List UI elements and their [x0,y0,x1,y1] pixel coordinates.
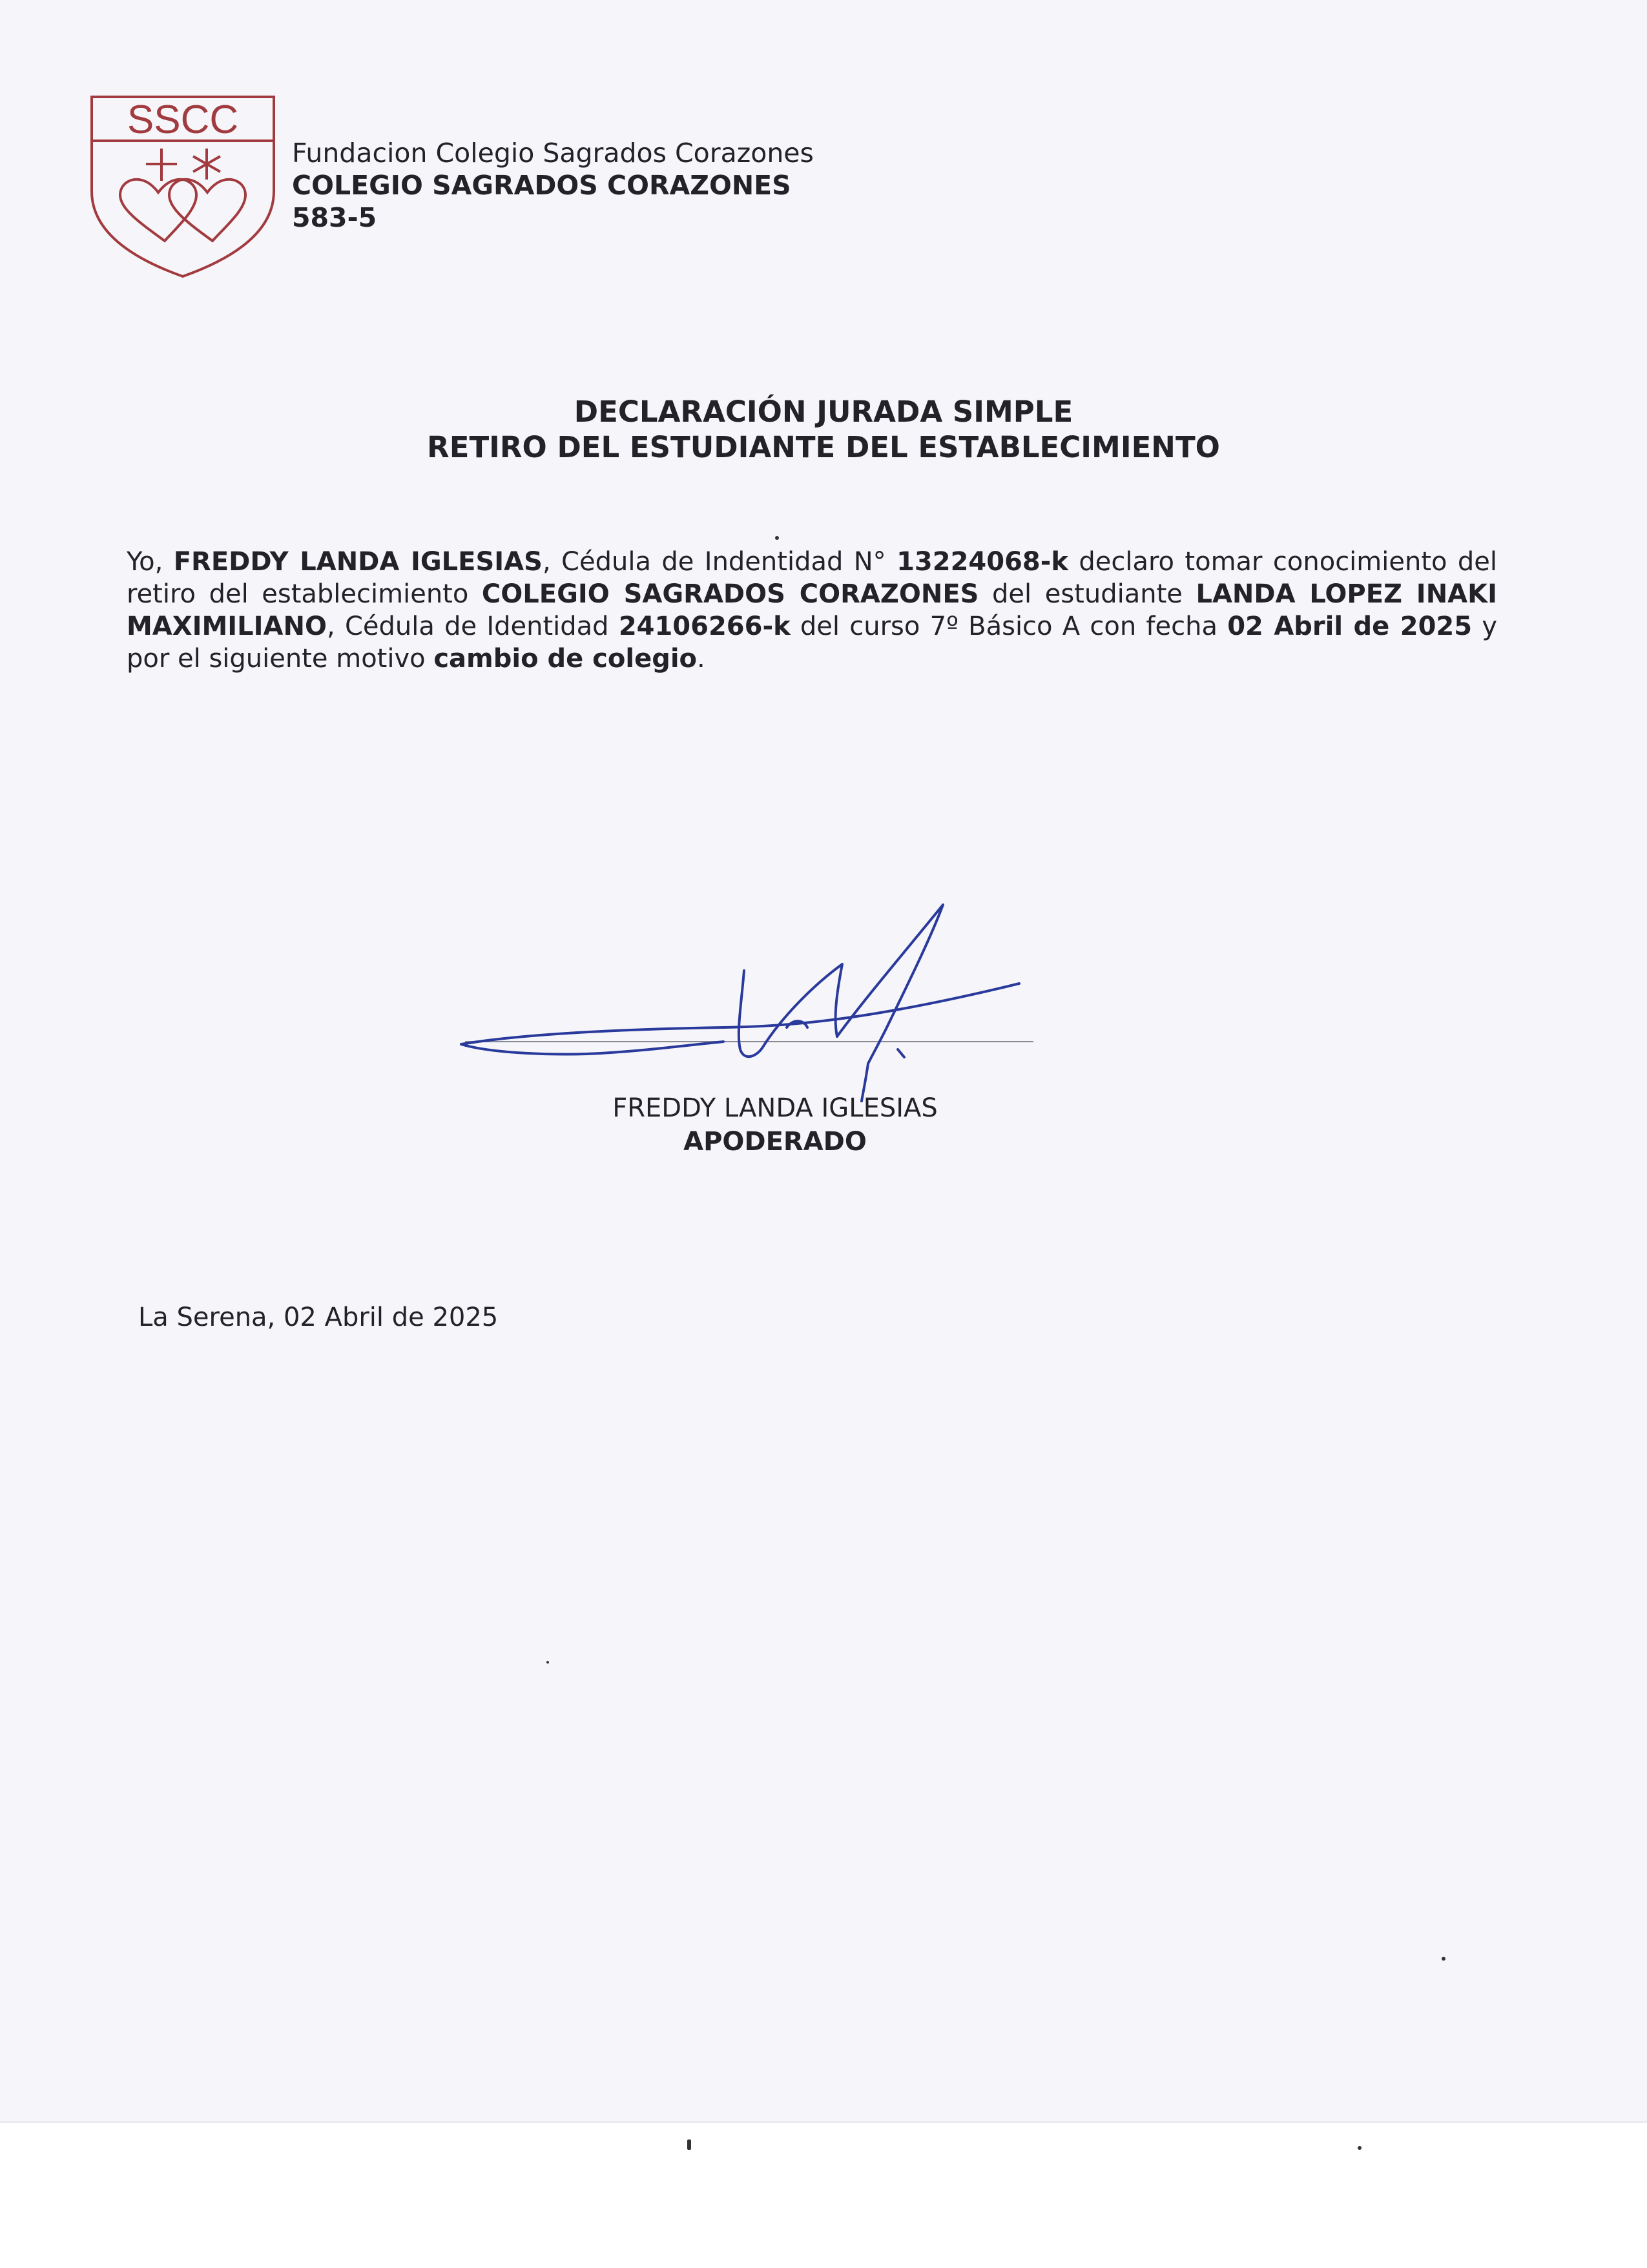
foundation-name: Fundacion Colegio Sagrados Corazones [292,138,814,169]
school-code: 583-5 [292,202,377,233]
title-line-2: RETIRO DEL ESTUDIANTE DEL ESTABLECIMIENTO [427,430,1220,464]
school-name: COLEGIO SAGRADOS CORAZONES [292,170,791,201]
school-crest-logo [89,94,276,279]
school-name-inline: COLEGIO SAGRADOS CORAZONES [481,579,979,609]
student-id: 24106266-k [618,612,791,641]
declaration-paragraph [127,546,1497,675]
text-segment: del curso 7º Básico A con fecha [790,612,1228,641]
document-title [0,394,1647,465]
text-segment: , Cédula de Identidad [326,612,619,641]
scan-margin [0,2121,1647,2268]
text-segment: . [697,644,705,674]
signer-role: APODERADO [683,1127,867,1157]
scan-speck [1442,1957,1445,1961]
scan-speck [546,1661,549,1664]
declarant-name: FREDDY LANDA IGLESIAS [173,547,543,577]
declarant-id: 13224068-k [896,547,1068,577]
text-segment: , Cédula de Indentidad N° [542,547,897,577]
svg-text:SSCC: SSCC [127,98,239,142]
text-segment: y por el siguiente motivo [127,612,1497,674]
letterhead-text [292,137,814,234]
scan-speck [775,536,779,540]
signer-name: FREDDY LANDA IGLESIAS [612,1093,938,1123]
scan-speck [687,2139,691,2150]
scan-speck [1358,2146,1362,2150]
withdrawal-date: 02 Abril de 2025 [1227,612,1473,641]
handwritten-signature [452,894,1046,1108]
withdrawal-reason: cambio de colegio [433,644,698,674]
place-and-date: La Serena, 02 Abril de 2025 [138,1303,499,1332]
signer-block [0,1091,1550,1159]
text-segment: declaro tomar conocimiento del retiro del establecimiento [127,547,1498,609]
title-line-1: DECLARACIÓN JURADA SIMPLE [574,395,1073,429]
student-name: LANDA LOPEZ INAKI MAXIMILIANO [127,579,1498,641]
text-segment: del estudiante [979,579,1196,609]
text-segment: Yo, [127,547,174,577]
